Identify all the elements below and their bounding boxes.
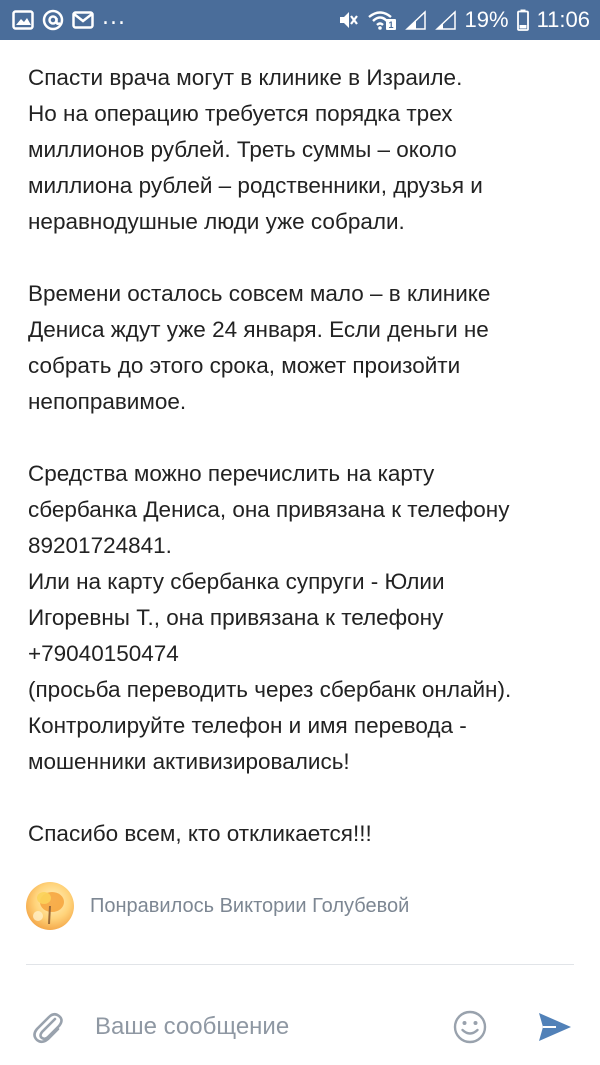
liked-by-text: Понравилось Виктории Голубевой: [90, 894, 410, 917]
wifi-icon: [367, 9, 397, 31]
message-input[interactable]: [95, 1007, 415, 1047]
mail-icon: [72, 10, 94, 30]
divider: [26, 964, 574, 965]
message-composer: [0, 985, 600, 1065]
post-paragraph: Спасти врача могут в клинике в Израиле. Но на операцию требуется порядка трех миллионов рублей. Треть суммы – около миллиона рублей – родственники, друзья и неравнодушные люди уже собрали.: [28, 65, 483, 234]
at-icon: [42, 9, 64, 31]
more-notifications: ...: [102, 4, 126, 30]
battery-percent: 19%: [464, 7, 509, 32]
clock: 11:06: [536, 7, 590, 32]
battery-icon: [517, 9, 529, 31]
liked-by-row[interactable]: [26, 880, 409, 932]
post-paragraph: Времени осталось совсем мало – в клинике Дениса ждут уже 24 января. Если деньги не собрать до этого срока, может произойти непоправимое.: [28, 281, 491, 414]
status-bar: [0, 0, 600, 40]
svg-text:1: 1: [388, 20, 394, 30]
avatar[interactable]: [26, 882, 74, 930]
attach-button[interactable]: [28, 1007, 68, 1047]
send-button[interactable]: [534, 1007, 574, 1047]
signal-icon: [405, 10, 427, 30]
status-bar-left: [12, 4, 126, 31]
send-icon: [534, 1007, 574, 1047]
smile-icon: [450, 1007, 490, 1047]
post-body: [28, 60, 576, 852]
emoji-button[interactable]: [450, 1007, 490, 1047]
post-paragraph: Средства можно перечислить на карту сбербанка Дениса, она привязана к телефону 89201724841. Или на карту сбербанка супруги - Юлии Игоревны Т., она привязана к телефону +79040150474 (просьба переводить через сбербанк онлайн). Контролируйте телефон и имя перевода - мошенники активизировались!: [28, 461, 512, 774]
paperclip-icon: [28, 1007, 68, 1047]
paragraph-spacer: [28, 780, 576, 816]
status-bar-right: [337, 7, 590, 33]
paragraph-spacer: [28, 240, 576, 276]
paragraph-spacer: [28, 420, 576, 456]
post-paragraph: Спасибо всем, кто откликается!!!: [28, 821, 372, 846]
signal-2-icon: [435, 10, 457, 30]
mute-icon: [337, 10, 359, 30]
image-icon: [12, 10, 34, 30]
